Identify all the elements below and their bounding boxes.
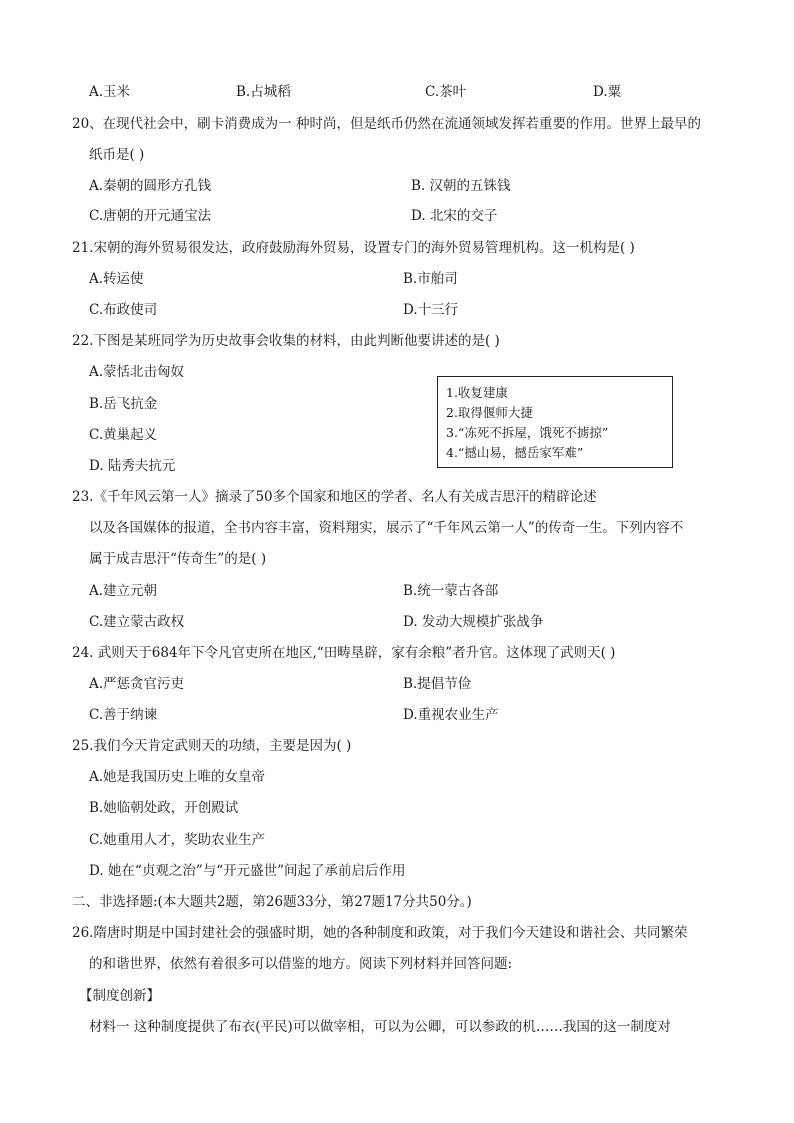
q20-stem-line1: 20、在现代社会中，刷卡消费成为一 种时尚，但是纸币仍然在流通领域发挥若重要的作用。世界上最早的	[72, 116, 701, 132]
q22-option-c: C.黄巢起义	[89, 427, 158, 443]
q21-option-c: C.布政使司	[89, 302, 158, 318]
q20-option-b: B. 汉朝的五铢钱	[411, 178, 511, 194]
q21-option-d: D.十三行	[403, 302, 459, 318]
q23-option-b: B.统一蒙古各部	[403, 583, 499, 599]
q23-stem-line3: 属于成吉思汗“传奇生”的是( )	[89, 551, 267, 567]
q19-option-a: A.玉米	[89, 84, 131, 100]
q19-option-c: C.茶叶	[425, 84, 467, 100]
q22-box-line-2: 2.取得偃师大捷	[446, 405, 533, 420]
q26-material-1: 材料一 这种制度提供了布衣(平民)可以做宰相，可以为公卿，可以参政的机……我国的这一制度对	[89, 1019, 671, 1035]
q20-stem-line2: 纸币是( )	[89, 147, 145, 163]
q22-material-box	[437, 376, 673, 468]
q24-option-b: B.提倡节俭	[403, 676, 472, 692]
q21-option-a: A.转运使	[89, 271, 144, 287]
q24-option-a: A.严惩贪官污吏	[89, 676, 185, 692]
q25-stem: 25.我们今天肯定武则天的功绩，主要是因为( )	[72, 738, 352, 754]
q21-stem: 21.宋朝的海外贸易很发达，政府鼓励海外贸易，设置专门的海外贸易管理机构。这一机构是( )	[72, 240, 635, 256]
q22-option-b: B.岳飞抗金	[89, 396, 158, 412]
section-2-heading: 二、非选择题:(本大题共2题，第26题33分，第27题17分共50分。)	[72, 894, 472, 910]
q21-option-b: B.市舶司	[403, 271, 458, 287]
q25-option-c: C.她重用人才，奖助农业生产	[89, 832, 266, 848]
q23-option-d: D. 发动大规模扩张战争	[403, 614, 544, 630]
q24-option-c: C.善于纳谏	[89, 707, 158, 723]
q23-stem-line2: 以及各国媒体的报道，全书内容丰富，资料翔实，展示了“千年风云第一人”的传奇一生。下列内容不	[89, 520, 684, 536]
q26-stem-line1: 26.隋唐时期是中国封建社会的强盛时期，她的各种制度和政策，对于我们今天建设和谐社会、共同繁荣	[72, 925, 688, 941]
q23-stem-line1: 23.《千年风云第一人》摘录了50多个国家和地区的学者、名人有关成吉思汗的精辟论述	[72, 489, 597, 505]
q22-stem: 22.下图是某班同学为历史故事会收集的材料，由此判断他要讲述的是( )	[72, 333, 500, 349]
q20-option-d: D. 北宋的交子	[411, 208, 498, 224]
q26-stem-line2: 的和谐世界，依然有着很多可以借鉴的地方。阅读下列材料并回答问题:	[89, 956, 513, 972]
q19-option-d: D.粟	[593, 84, 622, 100]
q24-option-d: D.重视农业生产	[403, 707, 499, 723]
q26-section-heading: 【制度创新】	[79, 988, 160, 1004]
q23-option-c: C.建立蒙古政权	[89, 614, 185, 630]
q22-option-a: A.蒙恬北击匈奴	[89, 364, 185, 380]
q19-option-b: B.占城稻	[236, 84, 291, 100]
q23-option-a: A.建立元朝	[89, 583, 158, 599]
q22-box-line-3: 3.“冻死不拆屋，饿死不掳掠”	[446, 425, 609, 440]
q22-option-d: D. 陆秀夫抗元	[89, 458, 176, 474]
q20-option-a: A.秦朝的圆形方孔钱	[89, 178, 212, 194]
q25-option-d: D. 她在“贞观之治”与“开元盛世”间起了承前启后作用	[89, 863, 406, 879]
q24-stem: 24. 武则天于684年下令凡官吏所在地区,“田畴垦辟，家有余粮”者升官。这体现了武则天( )	[72, 645, 616, 661]
q22-box-line-4: 4.“撼山易，撼岳家军难”	[446, 445, 584, 460]
q25-option-a: A.她是我国历史上唯的女皇帝	[89, 769, 266, 785]
q25-option-b: B.她临朝处政，开创殿试	[89, 800, 239, 816]
q22-box-line-1: 1.收复建康	[446, 385, 508, 400]
q20-option-c: C.唐朝的开元通宝法	[89, 208, 212, 224]
